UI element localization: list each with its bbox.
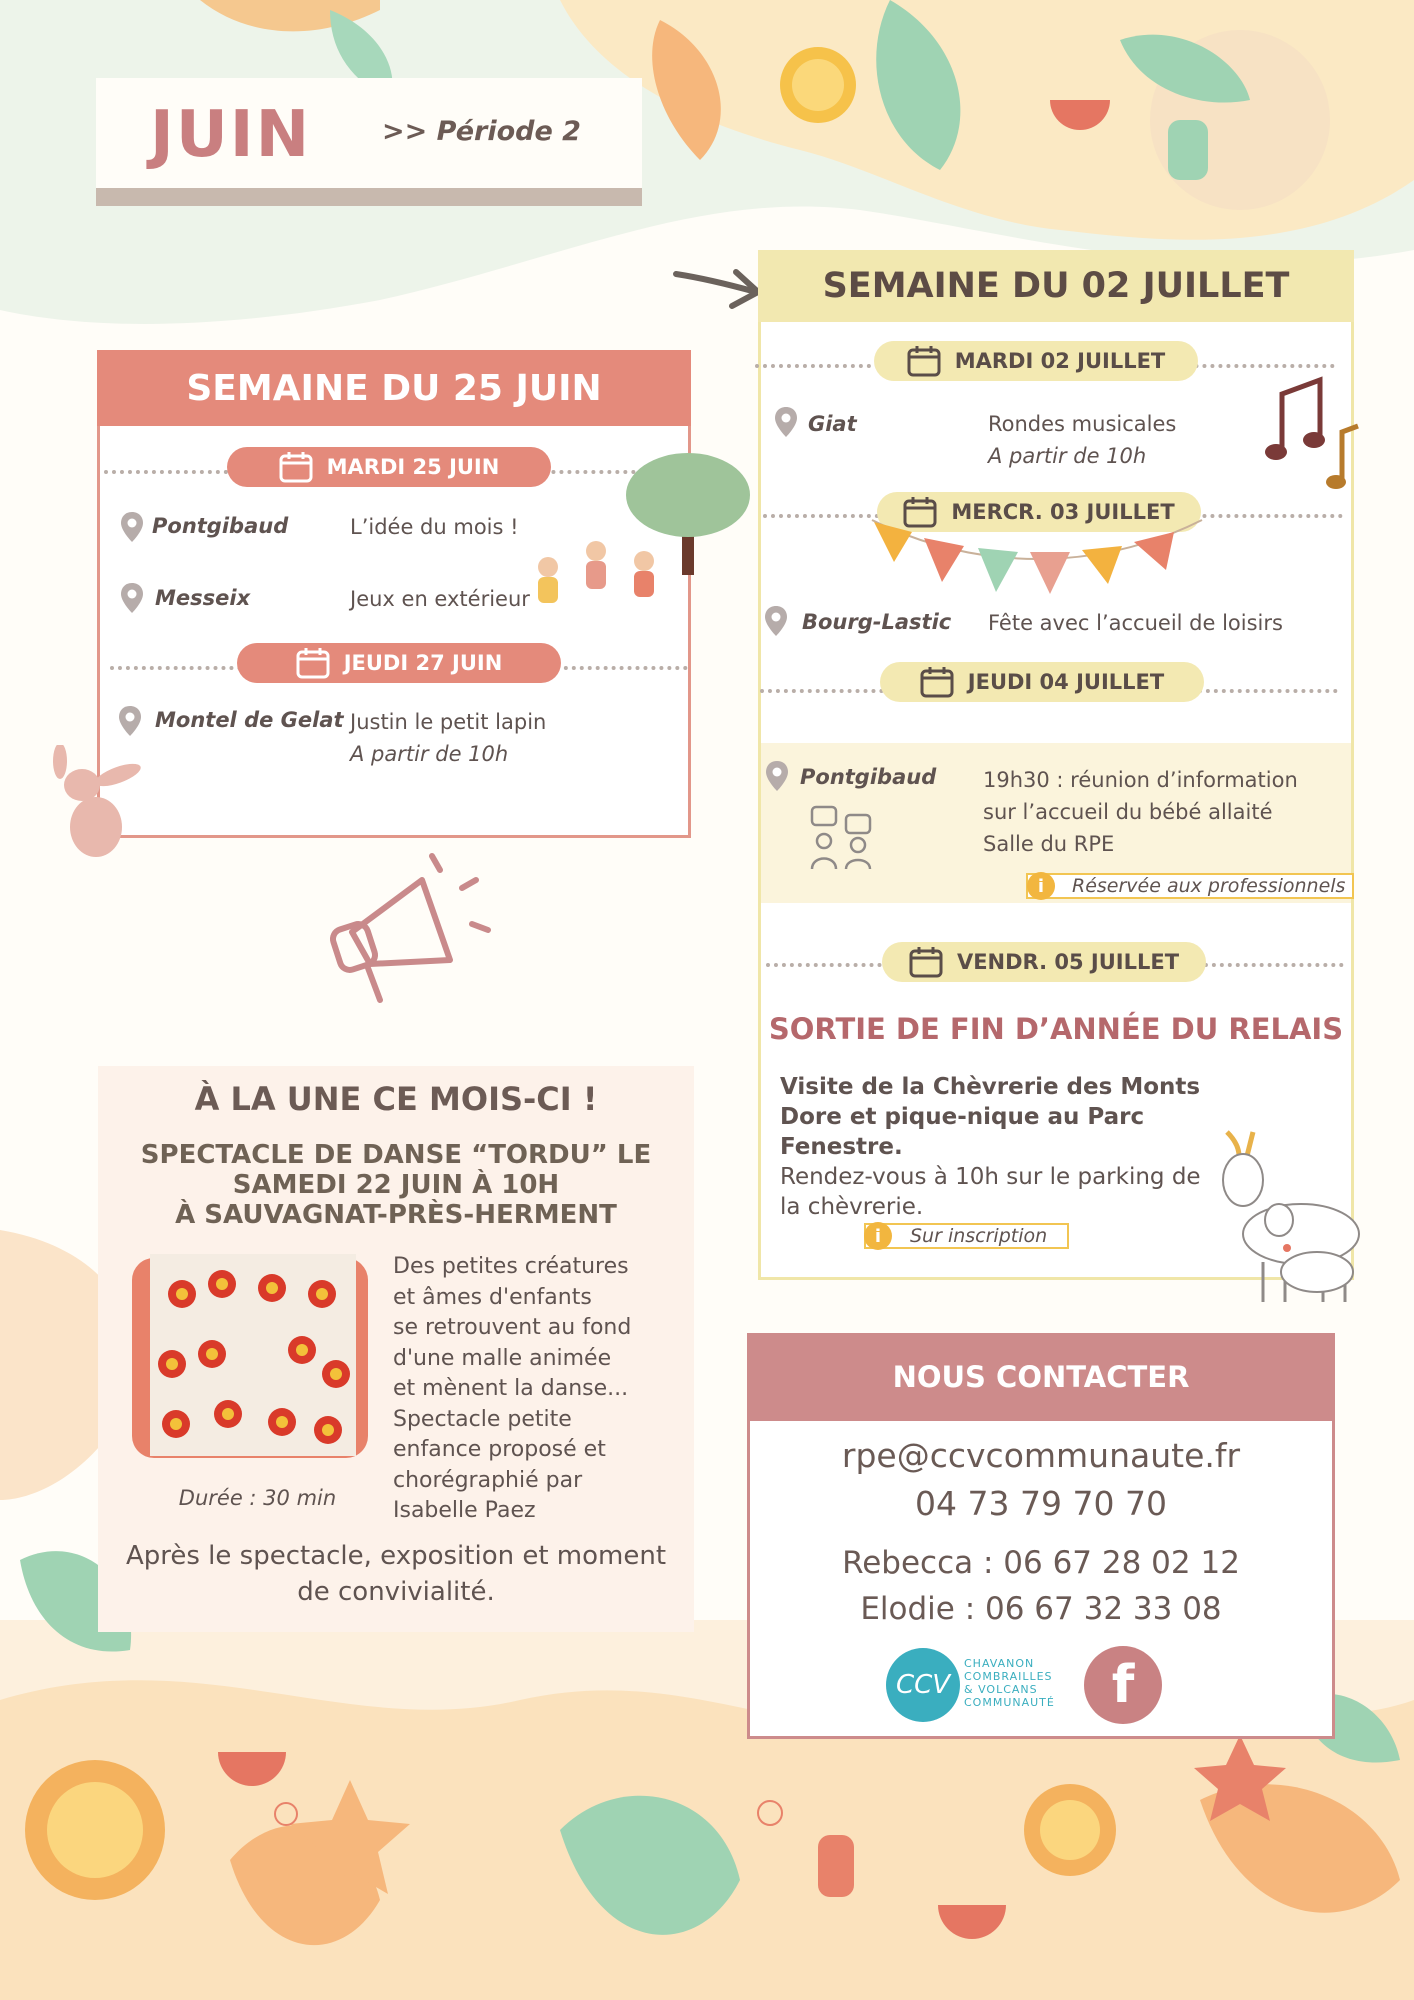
week-july-title: SEMAINE DU 02 JUILLET — [758, 250, 1354, 322]
event-place: Pontgibaud — [800, 765, 937, 789]
day-pill-mardi-02 — [874, 341, 1198, 381]
info-icon: i — [864, 1222, 892, 1250]
event-place: Messeix — [155, 586, 251, 610]
calendar-icon — [920, 666, 954, 698]
event-place: Bourg-Lastic — [802, 610, 952, 634]
event-note: A partir de 10h — [350, 742, 509, 766]
day-label: MARDI 02 JUILLET — [954, 349, 1166, 373]
arrow-icon — [672, 262, 764, 312]
calendar-icon — [279, 451, 313, 483]
info-icon: i — [1027, 872, 1055, 900]
megaphone-icon — [322, 852, 492, 1012]
day-label: VENDR. 05 JUILLET — [956, 950, 1180, 974]
logo-line: COMMUNAUTÉ — [964, 1696, 1055, 1709]
facebook-glyph: f — [1111, 1655, 1135, 1715]
day-pill-jeudi-04 — [880, 662, 1204, 702]
day-pill-vendr-05 — [882, 942, 1206, 982]
sortie-bold: Visite de la Chèvrerie des Monts Dore et pique-nique au Parc Fenestre. — [780, 1074, 1201, 1160]
event-place: Pontgibaud — [152, 514, 289, 538]
location-pin-icon — [774, 406, 798, 438]
featured-description — [393, 1252, 673, 1527]
desc-line: chorégraphié par — [393, 1467, 583, 1493]
week-june-title: SEMAINE DU 25 JUIN — [97, 350, 691, 426]
period-label: >> Période 2 — [382, 116, 581, 147]
bunny-plush-illustration — [42, 745, 152, 865]
logo-line: & VOLCANS — [964, 1683, 1038, 1696]
location-pin-icon — [118, 705, 142, 737]
desc-line: et mènent la danse... — [393, 1376, 629, 1401]
desc-line: enfance proposé et — [393, 1437, 606, 1462]
event-desc-line: 19h30 : réunion d’information — [983, 768, 1298, 792]
featured-title: À LA UNE CE MOIS-CI ! — [194, 1080, 598, 1118]
month-title: JUIN — [150, 98, 312, 172]
location-pin-icon — [764, 605, 788, 637]
day-label: MARDI 25 JUIN — [326, 455, 500, 479]
featured-subtitle — [110, 1140, 682, 1230]
day-label: JEUDI 04 JUILLET — [967, 670, 1165, 694]
show-poster-image — [132, 1254, 368, 1460]
inscription-tag: Sur inscription — [864, 1223, 1069, 1249]
subtitle-line: SAMEDI 22 JUIN À 10H — [232, 1170, 560, 1200]
event-desc: Jeux en extérieur — [350, 587, 530, 611]
contact-title: NOUS CONTACTER — [747, 1333, 1335, 1421]
contact-person: Rebecca : 06 67 28 02 12 — [842, 1545, 1240, 1581]
subtitle-line: SPECTACLE DE DANSE “TORDU” LE — [140, 1140, 652, 1170]
location-pin-icon — [120, 511, 144, 543]
day-label: MERCR. 03 JUILLET — [951, 500, 1175, 524]
tree-and-children-illustration — [520, 445, 750, 625]
reserved-tag: Réservée aux professionnels — [1026, 873, 1354, 899]
sortie-title: SORTIE DE FIN D’ANNÉE DU RELAIS — [768, 1012, 1344, 1046]
event-desc: Fête avec l’accueil de loisirs — [988, 611, 1283, 635]
sortie-detail: Rendez-vous à 10h sur le parking de la chèvrerie. — [780, 1164, 1201, 1220]
logo-line: COMBRAILLES — [964, 1670, 1053, 1683]
event-place: Giat — [808, 412, 857, 436]
ccv-logo[interactable] — [886, 1648, 960, 1722]
music-notes-icon — [1262, 372, 1362, 494]
contact-person: Elodie : 06 67 32 33 08 — [860, 1591, 1222, 1627]
calendar-icon — [909, 946, 943, 978]
featured-duration: Durée : 30 min — [178, 1486, 337, 1510]
day-label: JEUDI 27 JUIN — [343, 651, 503, 675]
desc-line: d'une malle animée — [393, 1345, 612, 1371]
day-pill-jeudi-27 — [237, 643, 561, 683]
goats-illustration — [1205, 1122, 1380, 1312]
desc-line: se retrouvent au fond — [393, 1315, 632, 1340]
sortie-text — [780, 1072, 1220, 1222]
logo-line: CHAVANON — [964, 1657, 1035, 1670]
location-pin-icon — [765, 760, 789, 792]
day-pill-mardi-25 — [227, 447, 551, 487]
event-desc: Justin le petit lapin — [350, 710, 547, 734]
facebook-icon[interactable] — [1084, 1646, 1162, 1724]
desc-line: Spectacle petite — [393, 1406, 572, 1432]
event-desc-line: Salle du RPE — [983, 832, 1115, 856]
calendar-icon — [907, 345, 941, 377]
desc-line: et âmes d'enfants — [393, 1284, 592, 1310]
event-place: Montel de Gelat — [155, 708, 344, 732]
contact-phone[interactable]: 04 73 79 70 70 — [915, 1484, 1167, 1523]
event-desc-line: sur l’accueil du bébé allaité — [983, 800, 1273, 824]
desc-line: Des petites créatures — [393, 1254, 629, 1279]
discussion-icon — [810, 805, 874, 871]
ccv-logo-wordmark — [964, 1657, 1055, 1709]
location-pin-icon — [120, 582, 144, 614]
ccv-logo-text: CCV — [895, 1670, 951, 1700]
contact-email[interactable]: rpe@ccvcommunaute.fr — [841, 1436, 1241, 1475]
event-note: A partir de 10h — [988, 444, 1147, 468]
calendar-icon — [296, 647, 330, 679]
featured-after: Après le spectacle, exposition et moment de convivialité. — [125, 1541, 667, 1607]
desc-line: Isabelle Paez — [393, 1498, 536, 1523]
bunting-garland-illustration — [868, 512, 1206, 602]
event-desc: L’idée du mois ! — [350, 515, 519, 539]
subtitle-line: À SAUVAGNAT-PRÈS-HERMENT — [175, 1200, 617, 1230]
event-desc: Rondes musicales — [988, 412, 1177, 436]
